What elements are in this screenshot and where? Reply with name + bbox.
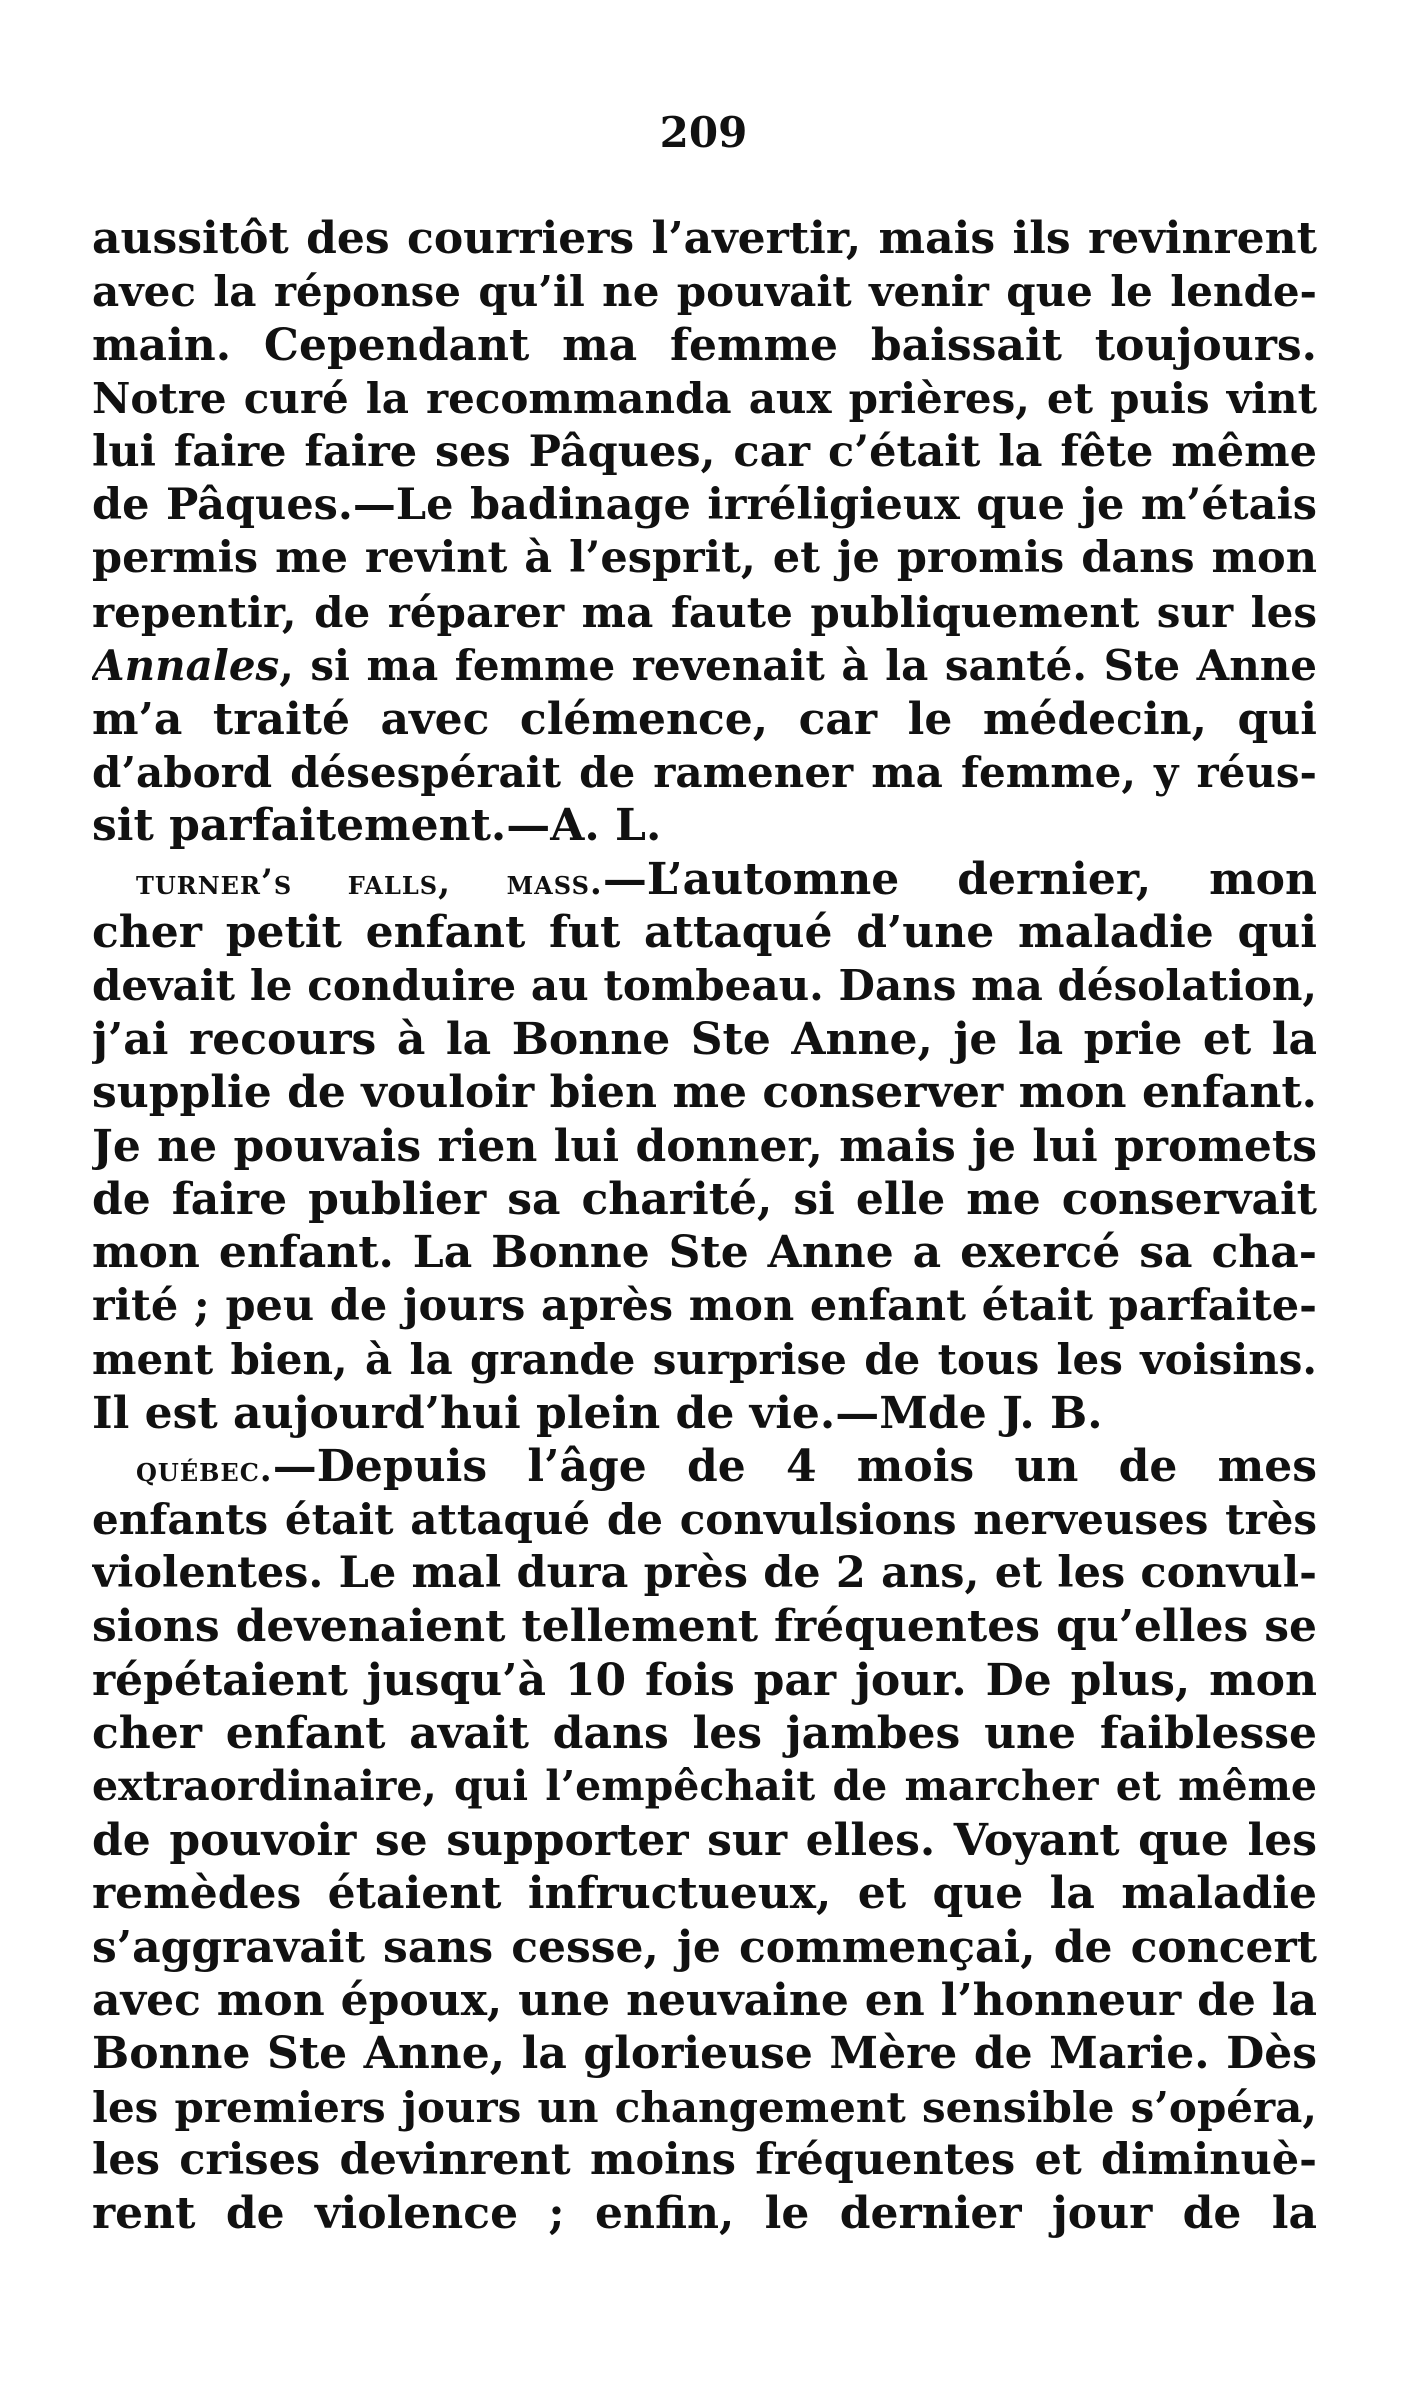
text-line [92,265,1317,318]
line-text: Notre curé la recommanda aux prières, et puis vint [92,374,1317,424]
text-line [92,319,1317,372]
line-text: enfants était attaqué de convulsions nerveuses très [92,1495,1317,1545]
line-text: rent de violence ; enfin, le dernier jour de la [92,2188,1317,2240]
line-text: répétaient jusqu’à 10 fois par jour. De plus, mon [92,1654,1317,1706]
text-line [92,906,1317,959]
line-text: repentir, de réparer ma faute publiquement sur les [92,587,1317,637]
line-text: —L’automne dernier, mon [602,853,1317,905]
text-line [92,1280,1317,1333]
line-text: j’ai recours à la Bonne Ste Anne, je la prie et la [92,1013,1317,1065]
text-line [92,1814,1317,1867]
text-line [92,426,1317,479]
line-text: Bonne Ste Anne, la glorieuse Mère de Marie. Dès [92,2028,1317,2080]
place-name: turner’s falls, mass. [136,862,603,903]
line-text: devait le conduire au tombeau. Dans ma désolation, [92,961,1317,1011]
text-line [92,1120,1317,1173]
text-line [92,1333,1317,1386]
line-text: les premiers jours un changement sensible s’opéra, [92,2082,1317,2132]
line-text: aussitôt des courriers l’avertir, mais ils revinrent [92,213,1317,264]
line-text: avec mon époux, une neuvaine en l’honneur de la [92,1974,1317,2026]
text-line [92,1600,1317,1653]
text-line [92,1440,1317,1493]
text-line [92,2134,1317,2187]
place-name: québec. [136,1449,273,1490]
text-line [92,1654,1317,1707]
line-text: rité ; peu de jours après mon enfant était parfaite- [92,1280,1317,1331]
text-line [92,532,1317,585]
line-text: m’a traité avec clémence, car le médecin, qui [92,693,1317,745]
text-line [92,1547,1317,1600]
line-text: d’abord désespérait de ramener ma femme, y réus- [92,747,1317,797]
text-line [92,1974,1317,2027]
line-text: cher petit enfant fut attaqué d’une maladie qui [92,907,1317,959]
line-text: remèdes étaient infructueux, et que la maladie [92,1868,1317,1920]
line-text: extraordinaire, qui l’empêchait de marcher et même [92,1762,1317,1811]
text-line [92,586,1317,639]
line-text: s’aggravait sans cesse, je commençai, de concert [92,1921,1317,1973]
line-text: supplie de vouloir bien me conserver mon enfant. [92,1067,1317,1119]
line-text: , si ma femme revenait à la santé. Ste Anne [279,641,1317,691]
line-text: de pouvoir se supporter sur elles. Voyant que les [92,1814,1317,1866]
line-text: avec la réponse qu’il ne pouvait venir que le lende- [92,267,1317,317]
line-text: de Pâques.—Le badinage irréligieux que je m’étais [92,479,1317,530]
text-line [92,693,1317,746]
text-line [92,2187,1317,2240]
text-line [92,1013,1317,1066]
line-text: sions devenaient tellement fréquentes qu’elles se [92,1601,1317,1653]
text-line [92,2081,1317,2134]
text-line [92,212,1317,265]
text-line [92,479,1317,532]
line-text: —Depuis l’âge de 4 mois un de mes [272,1440,1317,1492]
line-text: lui faire faire ses Pâques, car c’était la fête même [92,426,1317,477]
page-number: 209 [659,108,748,157]
line-text: Je ne pouvais rien lui donner, mais je lui promets [92,1120,1317,1172]
text-line [92,1921,1317,1974]
text-line [92,1760,1317,1813]
line-text: ment bien, à la grande surprise de tous les voisins. [92,1335,1317,1385]
line-text: permis me revint à l’esprit, et je promis dans mon [92,533,1317,584]
line-text: Il est aujourd’hui plein de vie.—Mde J. B. [92,1387,1103,1439]
text-line [92,1173,1317,1226]
line-text: violentes. Le mal dura près de 2 ans, et les convul- [92,1547,1317,1598]
line-text: cher enfant avait dans les jambes une faiblesse [92,1707,1317,1759]
text-line [92,1226,1317,1279]
text-line [92,799,1317,852]
text-line [92,1066,1317,1119]
line-text: les crises devinrent moins fréquentes et diminuè- [92,2135,1317,2186]
text-line [92,746,1317,799]
text-line [92,1867,1317,1920]
line-text: mon enfant. La Bonne Ste Anne a exercé sa cha- [92,1227,1317,1279]
text-line [92,1707,1317,1760]
text-line [92,372,1317,425]
line-text: de faire publier sa charité, si elle me conservait [92,1174,1317,1226]
text-line [92,639,1317,692]
text-line [92,1493,1317,1546]
line-text: main. Cependant ma femme baissait toujours. [92,319,1317,371]
text-line [92,2027,1317,2080]
body-text [92,212,1317,2241]
text-line [92,959,1317,1012]
text-line [92,1387,1317,1440]
text-line [92,853,1317,906]
italic-title: Annales [92,641,280,691]
line-text: sit parfaitement.—A. L. [92,800,662,852]
